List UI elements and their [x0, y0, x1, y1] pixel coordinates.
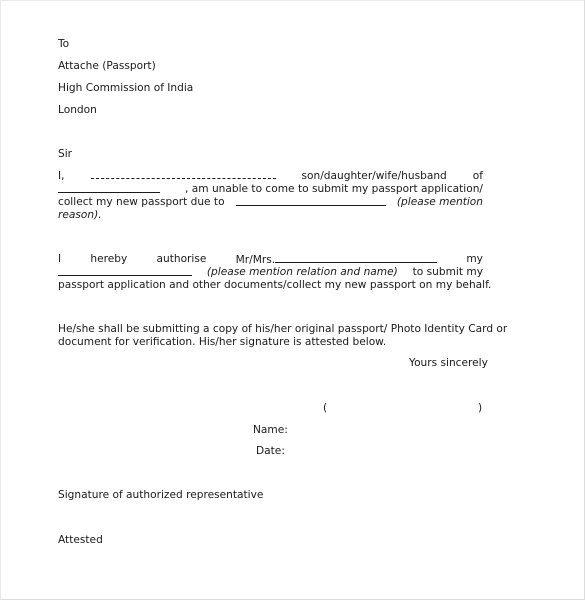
word-my: my	[466, 253, 483, 265]
paragraph1-hint: reason).	[58, 209, 102, 221]
paragraph1-line4	[58, 209, 102, 222]
paragraph3-line2: document for verification. His/her signature is attested below.	[58, 336, 387, 348]
page-edge	[0, 0, 1, 600]
paragraph2-line2	[58, 266, 483, 279]
representative-signature-label: Signature of authorized representative	[58, 489, 264, 501]
address-line-commission: High Commission of India	[58, 82, 194, 94]
mr-mrs-field	[236, 253, 437, 267]
relation-options: son/daughter/wife/husband	[301, 170, 447, 182]
paragraph2-hint: (please mention relation and name)	[206, 266, 398, 278]
address-to: To	[58, 38, 70, 50]
paragraph1-line1	[58, 170, 483, 183]
blank-line	[58, 183, 160, 193]
word-i: I	[58, 253, 62, 265]
paragraph2-line3: passport application and other documents/collect my new passport on my behalf.	[58, 279, 492, 291]
word-i: I,	[58, 170, 65, 182]
paragraph1-text: , am unable to come to submit my passport application/	[185, 183, 483, 195]
attested-label: Attested	[58, 534, 103, 546]
paragraph1-hint: (please mention	[396, 196, 483, 208]
paragraph1-text: collect my new passport due to	[58, 196, 225, 208]
relation-blank-line	[58, 266, 192, 276]
paragraph3-line1: He/she shall be submitting a copy of his/her original passport/ Photo Identity Card or	[58, 323, 508, 335]
address-line-attache: Attache (Passport)	[58, 60, 156, 72]
salutation: Sir	[58, 148, 73, 160]
name-label: Name:	[253, 424, 288, 436]
closing: Yours sincerely	[409, 357, 488, 369]
address-line-city: London	[58, 104, 97, 116]
paragraph2-text: to submit my	[412, 266, 483, 278]
signature-open-paren: (	[323, 402, 328, 414]
paragraph2-line1	[58, 253, 483, 267]
word-authorise: authorise	[156, 253, 207, 265]
paragraph1-line2	[58, 183, 483, 196]
reason-blank-line	[236, 196, 386, 206]
name-blank-dashed	[91, 170, 276, 179]
word-of: of	[472, 170, 483, 182]
signature-close-paren: )	[478, 402, 483, 414]
mr-mrs-label: Mr/Mrs.	[235, 254, 276, 266]
representative-blank-line	[275, 253, 437, 263]
date-label: Date:	[256, 445, 285, 457]
word-hereby: hereby	[90, 253, 128, 265]
paragraph1-line3	[58, 196, 483, 209]
page-edge	[0, 0, 585, 1]
